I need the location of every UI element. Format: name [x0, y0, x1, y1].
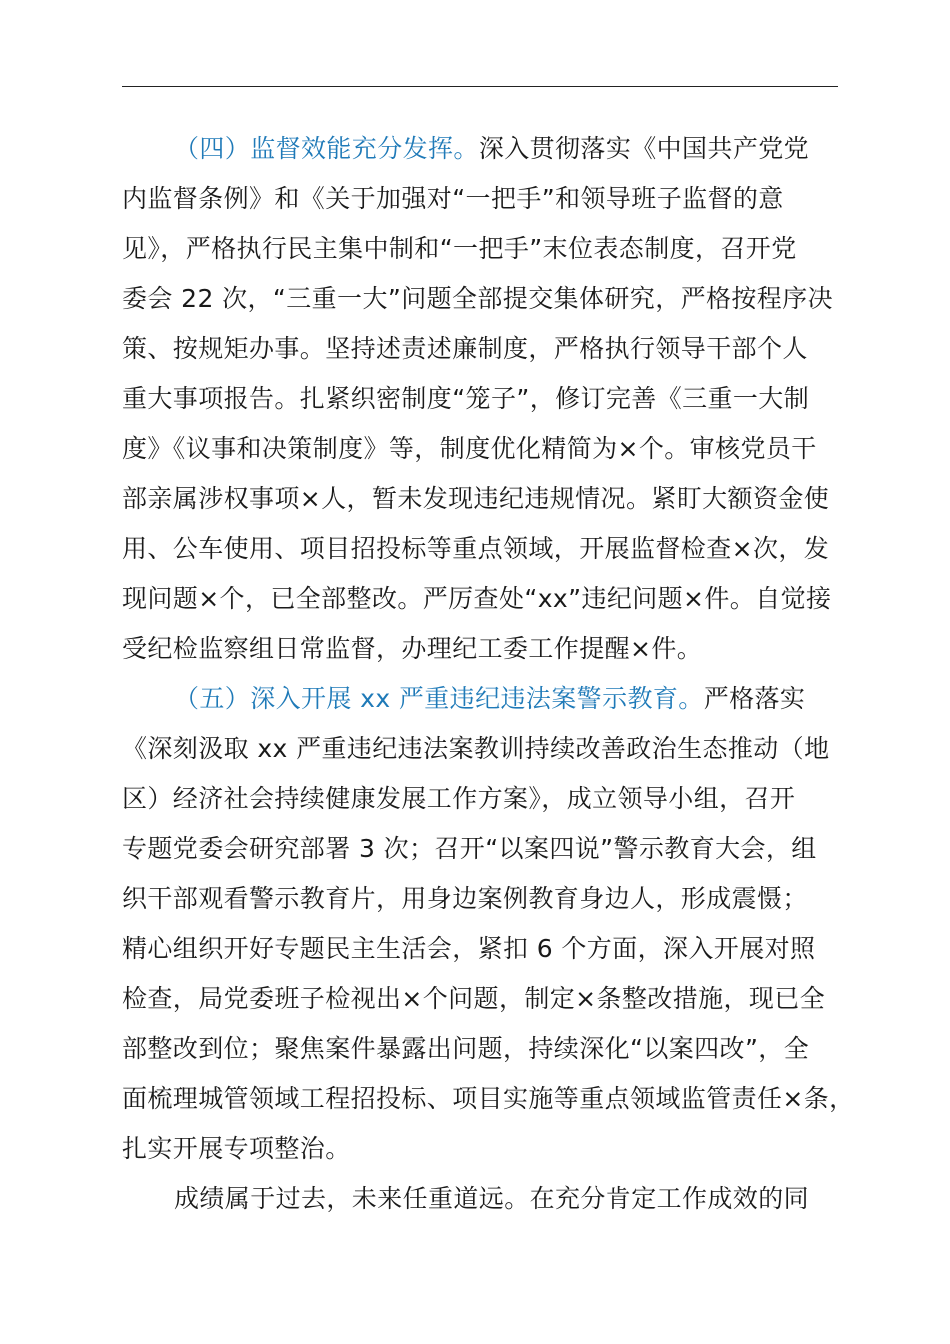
section4-line: 内监督条例》和《关于加强对“一把手”和领导班子监督的意	[122, 184, 784, 213]
section5-line: 部整改到位；聚焦案件暴露出问题，持续深化“以案四改”，全	[122, 1034, 810, 1063]
section5-heading: （五）深入开展 xx 严重违纪违法案警示教育。	[174, 684, 704, 713]
closing-line: 成绩属于过去，未来任重道远。在充分肯定工作成效的同	[174, 1184, 810, 1213]
section4-line: 策、按规矩办事。坚持述责述廉制度，严格执行领导干部个人	[122, 334, 808, 363]
section4-line: 用、公车使用、项目招投标等重点领域，开展监督检查×次，发	[122, 534, 830, 563]
section5-first-line-text: 严格落实	[703, 684, 806, 713]
section5-line: 面梳理城管领域工程招投标、项目实施等重点领域监管责任×条，	[122, 1084, 855, 1113]
section5-first-line	[122, 674, 862, 724]
section4-heading: （四）监督效能充分发挥。	[174, 134, 479, 163]
section4-line: 现问题×个，已全部整改。严厉查处“xx”违纪问题×件。自觉接	[122, 584, 832, 613]
section4-first-line	[122, 124, 862, 174]
section5-line: 区）经济社会持续健康发展工作方案》，成立领导小组，召开	[122, 784, 796, 813]
section4-line: 度》《议事和决策制度》等，制度优化精简为×个。审核党员干	[122, 434, 817, 463]
section5-line: 《深刻汲取 xx 严重违纪违法案教训持续改善政治生态推动（地	[122, 734, 830, 763]
section5-line: 扎实开展专项整治。	[122, 1134, 351, 1163]
section4-line: 委会 22 次，“三重一大”问题全部提交集体研究，严格按程序决	[122, 284, 834, 313]
section5-line: 检查，局党委班子检视出×个问题，制定×条整改措施，现已全	[122, 984, 826, 1013]
section4-line: 见》，严格执行民主集中制和“一把手”末位表态制度，召开党	[122, 234, 797, 263]
section4-line: 受纪检监察组日常监督，办理纪工委工作提醒×件。	[122, 634, 703, 663]
document-body	[122, 124, 862, 1224]
section4-first-line-text: 深入贯彻落实《中国共产党党	[478, 134, 810, 163]
header-rule	[122, 86, 838, 87]
section5-line: 专题党委会研究部署 3 次；召开“以案四说”警示教育大会，组	[122, 834, 817, 863]
section4-line: 部亲属涉权事项×人，暂未发现违纪违规情况。紧盯大额资金使	[122, 484, 830, 513]
section4-line: 重大事项报告。扎紧织密制度“笼子”，修订完善《三重一大制	[122, 384, 810, 413]
section5-line: 织干部观看警示教育片，用身边案例教育身边人，形成震慑；	[122, 884, 808, 913]
section5-line: 精心组织开好专题民主生活会，紧扣 6 个方面，深入开展对照	[122, 934, 816, 963]
